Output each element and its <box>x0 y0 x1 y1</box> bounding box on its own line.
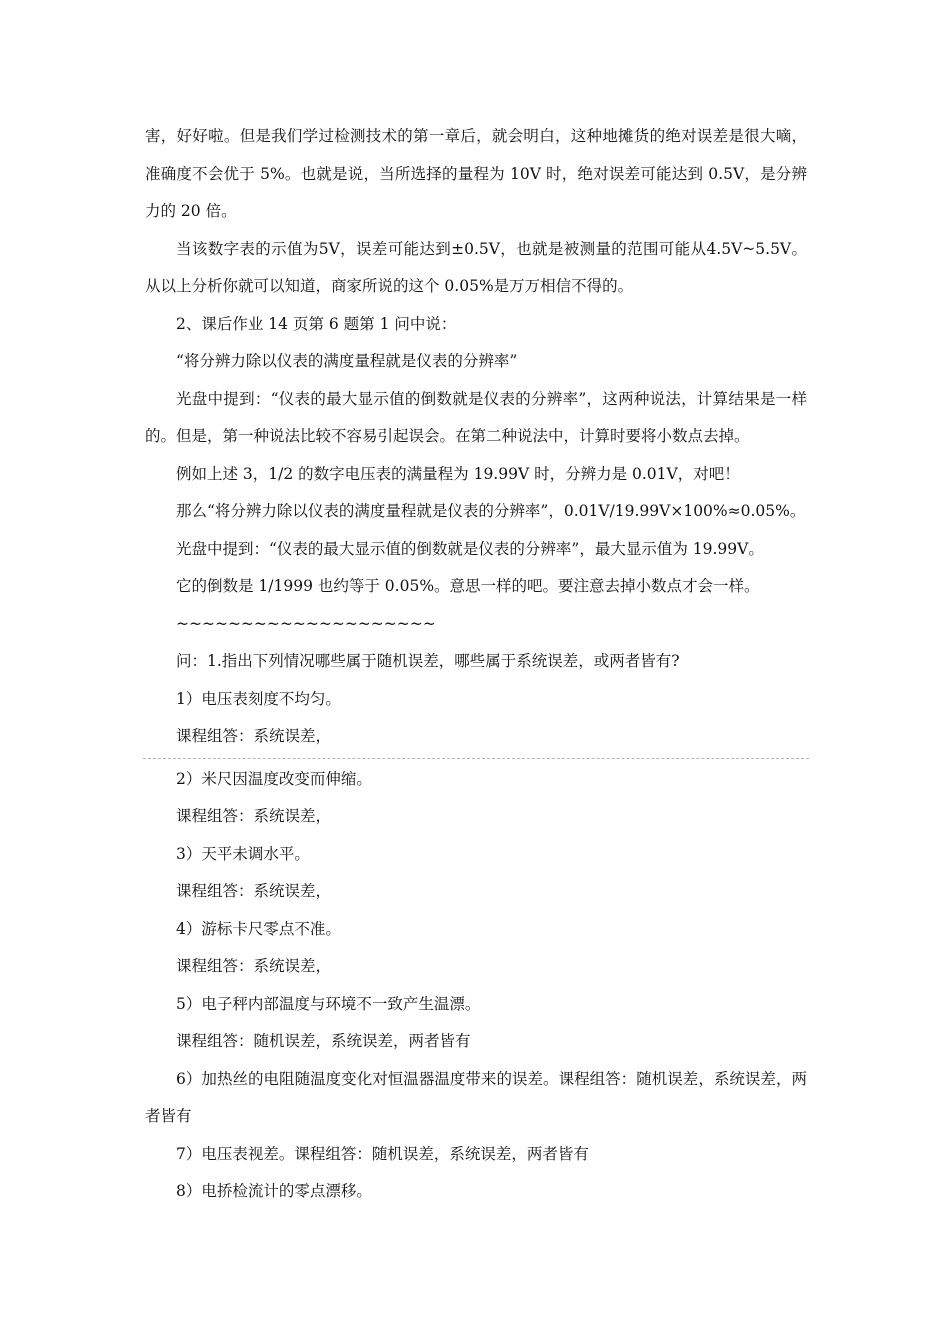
paragraph-continuation: 害，好好啦。但是我们学过检测技术的第一章后，就会明白，这种地摊货的绝对误差是很大嘀，准确度不会优于 5%。也就是说，当所选择的量程为 10V 时，绝对误差可能达到 0.5V，是分辨力的 20 倍。 <box>145 127 807 220</box>
answer-item: 课程组答：系统误差， <box>176 957 332 975</box>
tilde-separator: ~~~~~~~~~~~~~~~~~~~~ <box>176 614 436 633</box>
paragraph-cd-mention: 光盘中提到：“仪表的最大显示值的倒数就是仪表的分辨率”，这两种说法，计算结果是一样的。但是，第一种说法比较不容易引起误会。在第二种说法中，计算时要将小数点去掉。 <box>145 389 807 445</box>
answer-item: 课程组答：系统误差， <box>176 882 332 900</box>
paragraph-homework-ref: 2、课后作业 14 页第 6 题第 1 问中说： <box>176 314 457 333</box>
question-heading: 问：1.指出下列情况哪些属于随机误差，哪些属于系统误差，或两者皆有? <box>176 652 680 670</box>
answer-item: 课程组答：系统误差， <box>176 727 332 745</box>
list-item: 4）游标卡尺零点不准。 <box>176 919 341 938</box>
list-item: 1）电压表刻度不均匀。 <box>176 689 341 708</box>
list-item: 6）加热丝的电阻随温度变化对恒温器温度带来的误差。课程组答：随机误差，系统误差，两者皆有 <box>145 1069 807 1125</box>
document-body <box>145 118 807 1211</box>
paragraph-display-value: 当该数字表的示值为5V，误差可能达到±0.5V，也就是被测量的范围可能从4.5V~5.5V。从以上分析你就可以知道，商家所说的这个 0.05%是万万相信不得的。 <box>145 239 807 295</box>
paragraph-example: 例如上述 3，1/2 的数字电压表的满量程为 19.99V 时，分辨力是 0.01V，对吧！ <box>176 464 740 483</box>
paragraph-quote-1: “将分辨力除以仪表的满度量程就是仪表的分辨率” <box>176 352 518 370</box>
paragraph-reciprocal: 它的倒数是 1/1999 也约等于 0.05%。意思一样的吧。要注意去掉小数点才会一样。 <box>176 577 760 595</box>
paragraph-calc: 那么“将分辨力除以仪表的满度量程就是仪表的分辨率”，0.01V/19.99V×100%≈0.05%。 <box>176 502 806 520</box>
paragraph-cd-max: 光盘中提到：“仪表的最大显示值的倒数就是仪表的分辨率”，最大显示值为 19.99V。 <box>176 539 764 558</box>
list-item: 8）电挢检流计的零点漂移。 <box>176 1182 372 1200</box>
answer-item: 课程组答：随机误差，系统误差，两者皆有 <box>176 1032 471 1050</box>
list-item: 3）天平未调水平。 <box>176 844 310 863</box>
list-item: 7）电压表视差。课程组答：随机误差，系统误差，两者皆有 <box>176 1144 589 1163</box>
list-item: 2）米尺因温度改变而伸缩。 <box>176 769 372 788</box>
answer-item: 课程组答：系统误差， <box>176 807 332 825</box>
list-item: 5）电子秤内部温度与环境不一致产生温漂。 <box>176 994 481 1013</box>
section-divider <box>143 758 809 759</box>
